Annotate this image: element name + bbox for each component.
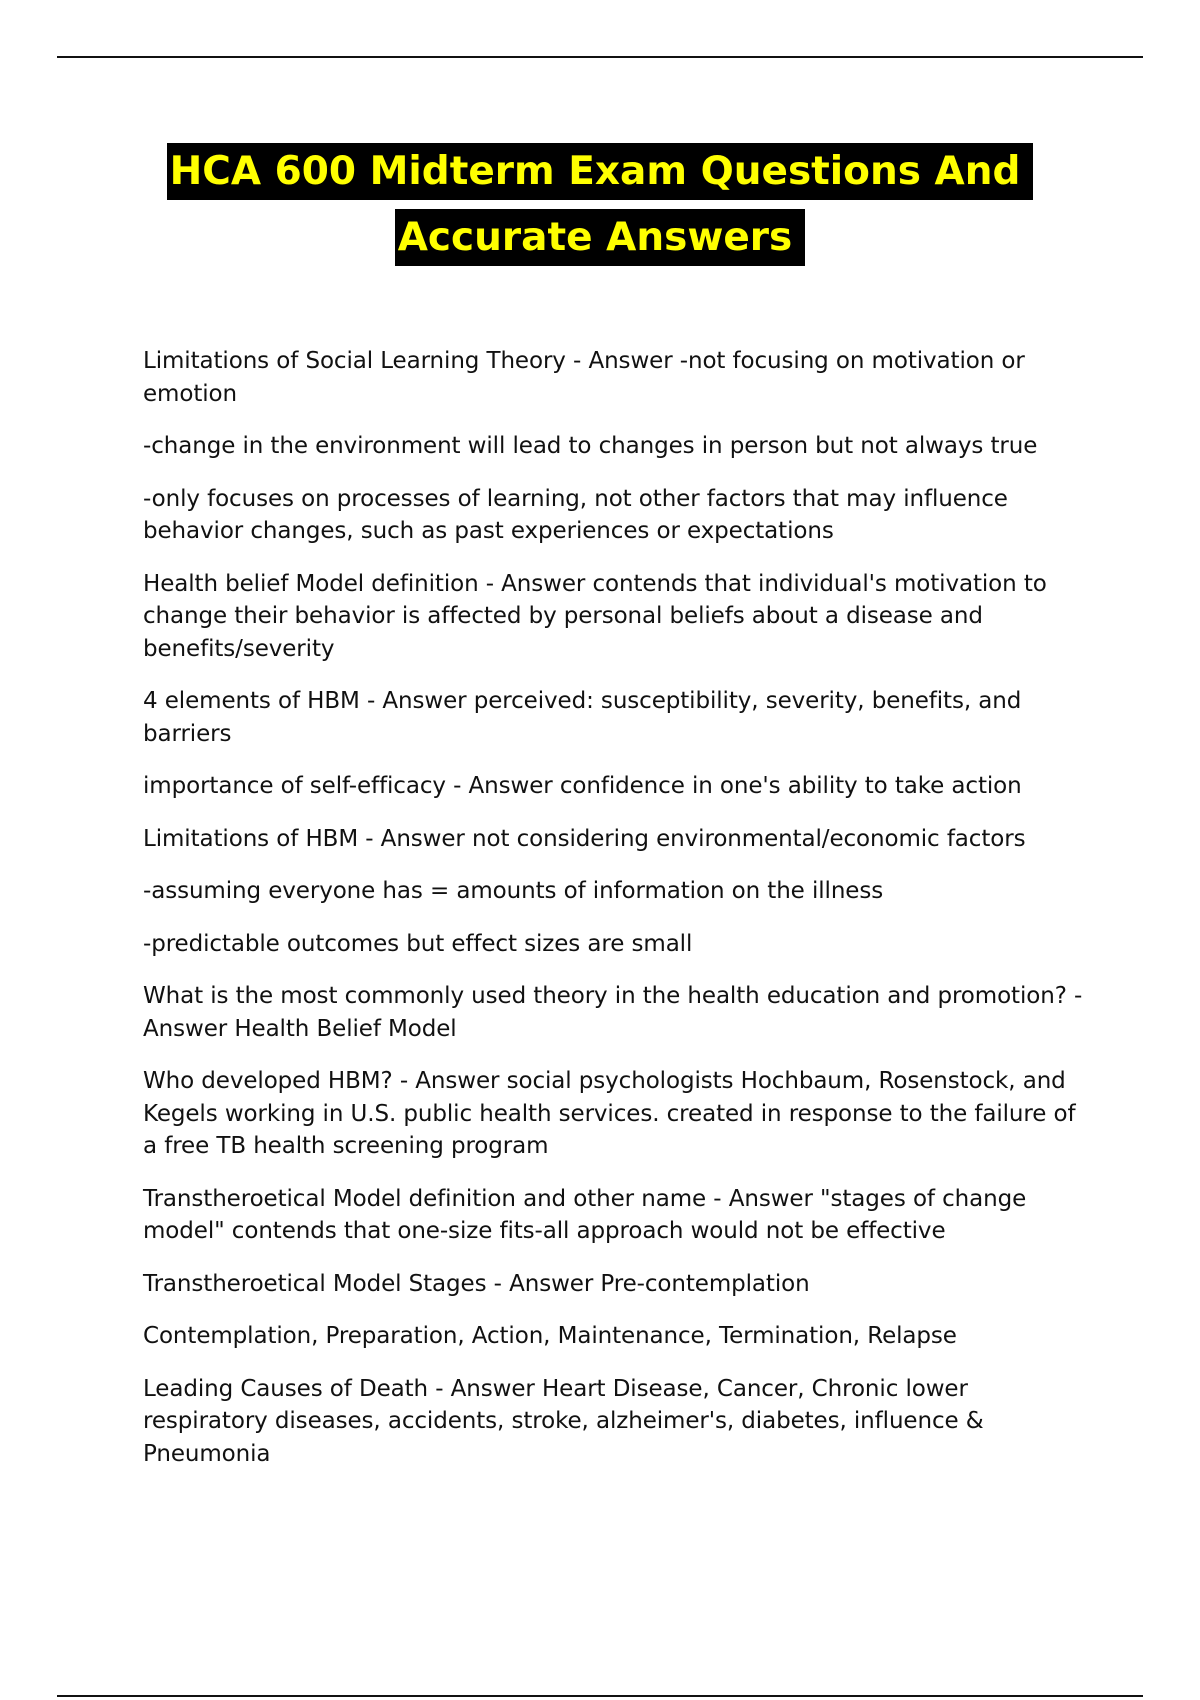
qa-entry-ttm-stages-list: Contemplation, Preparation, Action, Maintenance, Termination, Relapse: [143, 1323, 957, 1349]
qa-entry-leading-causes-of-death: Leading Causes of Death - Answer Heart Disease, Cancer, Chronic lower respiratory diseases, accidents, stroke, alzheimer's, diabetes, influence & Pneumonia: [143, 1375, 984, 1467]
document-title: [0, 143, 1200, 266]
bottom-rule: [57, 1695, 1143, 1697]
qa-entry-hbm-developers: Who developed HBM? - Answer social psychologists Hochbaum, Rosenstock, and Kegels working in U.S. public health services. created in response to the failure of a free TB health screening program: [143, 1068, 1076, 1159]
title-line-2: Accurate Answers: [395, 209, 806, 266]
qa-entry-information-assumption: -assuming everyone has = amounts of information on the illness: [143, 878, 884, 904]
qa-entry-social-learning-limitations: Limitations of Social Learning Theory - Answer -not focusing on motivation or emotion: [143, 348, 1025, 407]
qa-entry-ttm-definition: Transtheroetical Model definition and other name - Answer "stages of change model" contends that one-size fits-all approach would not be effective: [143, 1185, 1027, 1244]
top-rule: [57, 56, 1143, 58]
qa-entry-environment-change: -change in the environment will lead to changes in person but not always true: [143, 433, 1038, 459]
qa-entry-hbm-definition: Health belief Model definition - Answer contends that individual's motivation to change their behavior is affected by personal beliefs about a disease and benefits/severity: [143, 570, 1047, 662]
qa-list: [143, 345, 1088, 1490]
qa-entry-ttm-stages: Transtheroetical Model Stages - Answer Pre-contemplation: [143, 1270, 810, 1297]
qa-entry-hbm-limitations: Limitations of HBM - Answer not considering environmental/economic factors: [143, 825, 1026, 852]
qa-entry-self-efficacy: importance of self-efficacy - Answer confidence in one's ability to take action: [143, 773, 1022, 799]
qa-entry-common-theory: What is the most commonly used theory in the health education and promotion? - Answer Health Belief Model: [143, 983, 1083, 1042]
title-line-1: HCA 600 Midterm Exam Questions And: [167, 143, 1034, 200]
qa-entry-hbm-elements: 4 elements of HBM - Answer perceived: susceptibility, severity, benefits, and barriers: [143, 688, 1022, 747]
qa-entry-effect-sizes: -predictable outcomes but effect sizes are small: [143, 930, 693, 957]
qa-entry-learning-processes: -only focuses on processes of learning, not other factors that may influence behavior changes, such as past experiences or expectations: [143, 485, 1008, 544]
